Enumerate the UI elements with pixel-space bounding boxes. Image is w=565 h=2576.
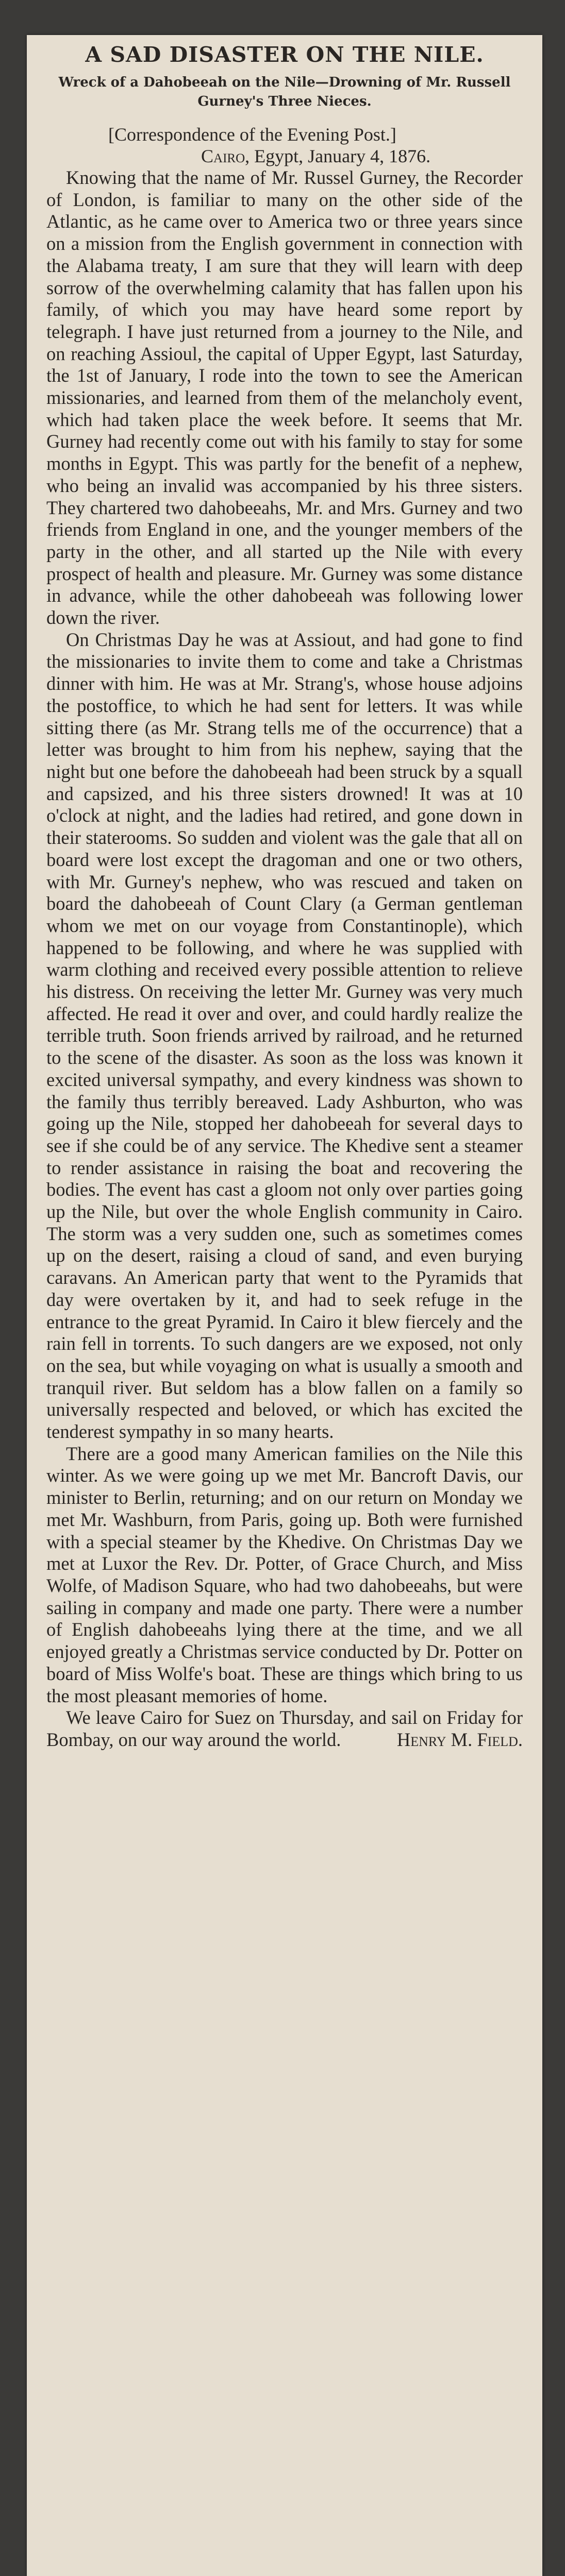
article-paragraph-2: On Christmas Day he was at Assiout, and had gone to find the missionaries to invite them to come and take a Christmas dinner with him. He was at Mr. Strang's, whose house adjoins the postoffice, to which he had sent for letters. It was while sitting there (as Mr. Strang tells me of the occurrence) that a letter was brought to him from his nephew, saying that the night but one before the dahobeeah had been struck by a squall and capsized, and his three sisters drowned! It was at 10 o'clock at night, and the ladies had retired, and gone down in their staterooms. So sudden and violent was the gale that all on board were lost except the dragoman and one or two others, with Mr. Gurney's nephew, who was rescued and taken on board the dahobeeah of Count Clary (a German gentleman whom we met on our voyage from Constantinople), which happened to be following, and where he was supplied with warm clothing and received every possible attention to relieve his distress. On receiving the letter Mr. Gurney was very much affected. He read it over and over, and could hardly realize the terrible truth. Soon friends arrived by railroad, and he returned to the scene of the disaster. As soon as the loss was known it excited universal sympathy, and every kindness was shown to the family thus terribly bereaved. Lady Ashburton, who was going up the Nile, stopped her dahobeeah for several days to see if she could be of any service. The Khedive sent a steamer to render assistance in raising the boat and recovering the bodies. The event has cast a gloom not only over parties going up the Nile, but over the whole English community in Cairo. The storm was a very sudden one, such as sometimes comes up on the desert, raising a cloud of sand, and even burying caravans. An American party that went to the Pyramids that day were overtaken by it, and had to seek refuge in the entrance to the great Pyramid. In Cairo it blew fiercely and the rain fell in torrents. To such dangers are we exposed, not only on the sea, but while voyaging on what is usually a smooth and tranquil river. But seldom has a blow fallen on a family so universally respected and beloved, or which has excited the tenderest sympathy in so many hearts. — [46, 629, 523, 1443]
dateline — [46, 145, 523, 167]
dateline-place: Cairo — [201, 146, 245, 166]
article-paragraph-1: Knowing that the name of Mr. Russel Gurney, the Recorder of London, is familiar to many on the other side of the Atlantic, as he came over to America two or three years since on a mission from the English government in connection with the Alabama treaty, I am sure that they will learn with deep sorrow of the overwhelming calamity that has fallen upon his family, of which you may have heard some report by telegraph. I have just returned from a journey to the Nile, and on reaching Assioul, the capital of Upper Egypt, last Saturday, the 1st of January, I rode into the town to see the American missionaries, and learned from them of the melancholy event, which had taken place the week before. It seems that Mr. Gurney had recently come out with his family to stay for some months in Egypt. This was partly for the benefit of a nephew, who being an invalid was accompanied by his three sisters. They chartered two dahobeeahs, Mr. and Mrs. Gurney and two friends from England in one, and the younger members of the party in the other, and all started up the Nile with every prospect of health and pleasure. Mr. Gurney was some distance in advance, while the other dahobeeah was following lower down the river. — [46, 167, 523, 629]
closing-text: We leave Cairo for Suez on Thursday, and sail on Friday for Bombay, on our way around the world. — [46, 1707, 523, 1750]
article-paragraph-3: There are a good many American families on the Nile this winter. As we were going up we met Mr. Bancroft Davis, our minister to Berlin, returning; and on our return on Monday we met Mr. Washburn, from Paris, going up. Both were furnished with a special steamer by the Khedive. On Christmas Day we met at Luxor the Rev. Dr. Potter, of Grace Church, and Miss Wolfe, of Madison Square, who had two dahobeeahs, but were sailing in company and made one party. There were a number of English dahobeeahs lying there at the time, and we all enjoyed greatly a Christmas service conducted by Dr. Potter on board of Miss Wolfe's boat. These are things which bring to us the most pleasant memories of home. — [46, 1443, 523, 1706]
article-headline: A SAD DISASTER ON THE NILE. — [85, 42, 484, 67]
dateline-date: , Egypt, January 4, 1876. — [245, 146, 431, 166]
correspondence-note: [Correspondence of the Evening Post.] — [108, 124, 396, 145]
article-subheadline: Wreck of a Dahobeeah on the Nile—Drowning of Mr. Russell Gurney's Three Nieces. — [58, 75, 511, 109]
newspaper-clipping — [27, 35, 542, 2576]
author-signature: Henry M. Field. — [396, 1728, 523, 1750]
article-closing — [46, 1707, 523, 1751]
